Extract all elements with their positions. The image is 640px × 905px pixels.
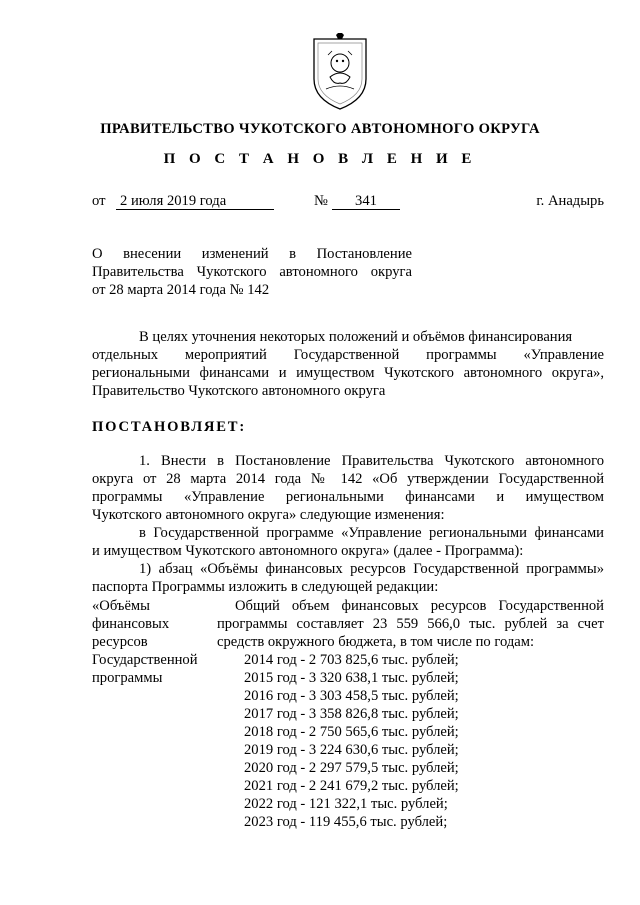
body-line: округа от 28 марта 2014 года № 142 «Об утверждении Государственной — [92, 471, 604, 487]
document-date-field — [116, 192, 274, 210]
resolves-heading: ПОСТАНОВЛЯЕТ: — [92, 419, 246, 435]
passport-intro-line: программы составляет 23 559 566,0 тыс. рублей за счет — [217, 616, 604, 632]
body-line: программы «Управление региональными финансами и имуществом — [92, 489, 604, 505]
passport-label-line: финансовых — [92, 616, 170, 632]
funding-year-item: 2016 год - 3 303 458,5 тыс. рублей; — [244, 688, 459, 704]
funding-year-item: 2020 год - 2 297 579,5 тыс. рублей; — [244, 760, 459, 776]
coat-of-arms-icon — [308, 33, 372, 113]
passport-row-value — [217, 597, 604, 831]
passport-label-line: «Объёмы — [92, 598, 150, 614]
body-line: Чукотского автономного округа» следующие изменения: — [92, 507, 445, 523]
document-city: г. Анадырь — [536, 193, 604, 209]
funding-year-item: 2017 год - 3 358 826,8 тыс. рублей; — [244, 706, 459, 722]
passport-intro-line: Общий объем финансовых ресурсов Государственной — [235, 598, 604, 614]
passport-label-line: программы — [92, 670, 163, 686]
subject-line: О внесении изменений в Постановление — [92, 246, 412, 262]
preamble-line: отдельных мероприятий Государственной программы «Управление — [92, 347, 604, 363]
passport-label-line: Государственной — [92, 652, 198, 668]
funding-year-item: 2021 год - 2 241 679,2 тыс. рублей; — [244, 778, 459, 794]
funding-year-item: 2019 год - 3 224 630,6 тыс. рублей; — [244, 742, 459, 758]
funding-year-item: 2014 год - 2 703 825,6 тыс. рублей; — [244, 652, 459, 668]
body-line: паспорта Программы изложить в следующей редакции: — [92, 579, 439, 595]
funding-year-item: 2022 год - 121 322,1 тыс. рублей; — [244, 796, 448, 812]
body-line: 1) абзац «Объёмы финансовых ресурсов Государственной программы» — [139, 561, 604, 577]
funding-by-year-list — [244, 651, 604, 831]
funding-year-item: 2023 год - 119 455,6 тыс. рублей; — [244, 814, 448, 830]
passport-row-label — [92, 597, 207, 687]
funding-year-item: 2015 год - 3 320 638,1 тыс. рублей; — [244, 670, 459, 686]
government-title: ПРАВИТЕЛЬСТВО ЧУКОТСКОГО АВТОНОМНОГО ОКРУГА — [100, 121, 540, 137]
preamble-line: региональными финансами и имуществом Чукотского автономного округа», — [92, 365, 604, 381]
preamble-line: В целях уточнения некоторых положений и объёмов финансирования — [139, 329, 573, 345]
body-line: 1. Внести в Постановление Правительства Чукотского автономного — [139, 453, 604, 469]
body-line: в Государственной программе «Управление региональными финансами — [139, 525, 604, 541]
resolution-body — [92, 452, 604, 596]
funding-year-item: 2018 год - 2 750 565,6 тыс. рублей; — [244, 724, 459, 740]
number-label: № — [314, 193, 328, 209]
passport-label-line: ресурсов — [92, 634, 148, 650]
subject-line: от 28 марта 2014 года № 142 — [92, 282, 270, 298]
date-prefix: от — [92, 193, 106, 209]
preamble-paragraph — [92, 328, 604, 400]
document-subject — [92, 245, 412, 299]
document-number: 341 — [332, 192, 400, 210]
document-meta-row — [92, 192, 604, 212]
passport-intro-line: средств окружного бюджета, в том числе по годам: — [217, 634, 535, 650]
subject-line: Правительства Чукотского автономного округа — [92, 264, 412, 280]
document-date: 2 июля 2019 года — [120, 193, 227, 209]
preamble-line: Правительство Чукотского автономного округа — [92, 383, 386, 399]
body-line: и имуществом Чукотского автономного округа» (далее - Программа): — [92, 543, 524, 559]
document-type-title: П О С Т А Н О В Л Е Н И Е — [163, 151, 477, 167]
